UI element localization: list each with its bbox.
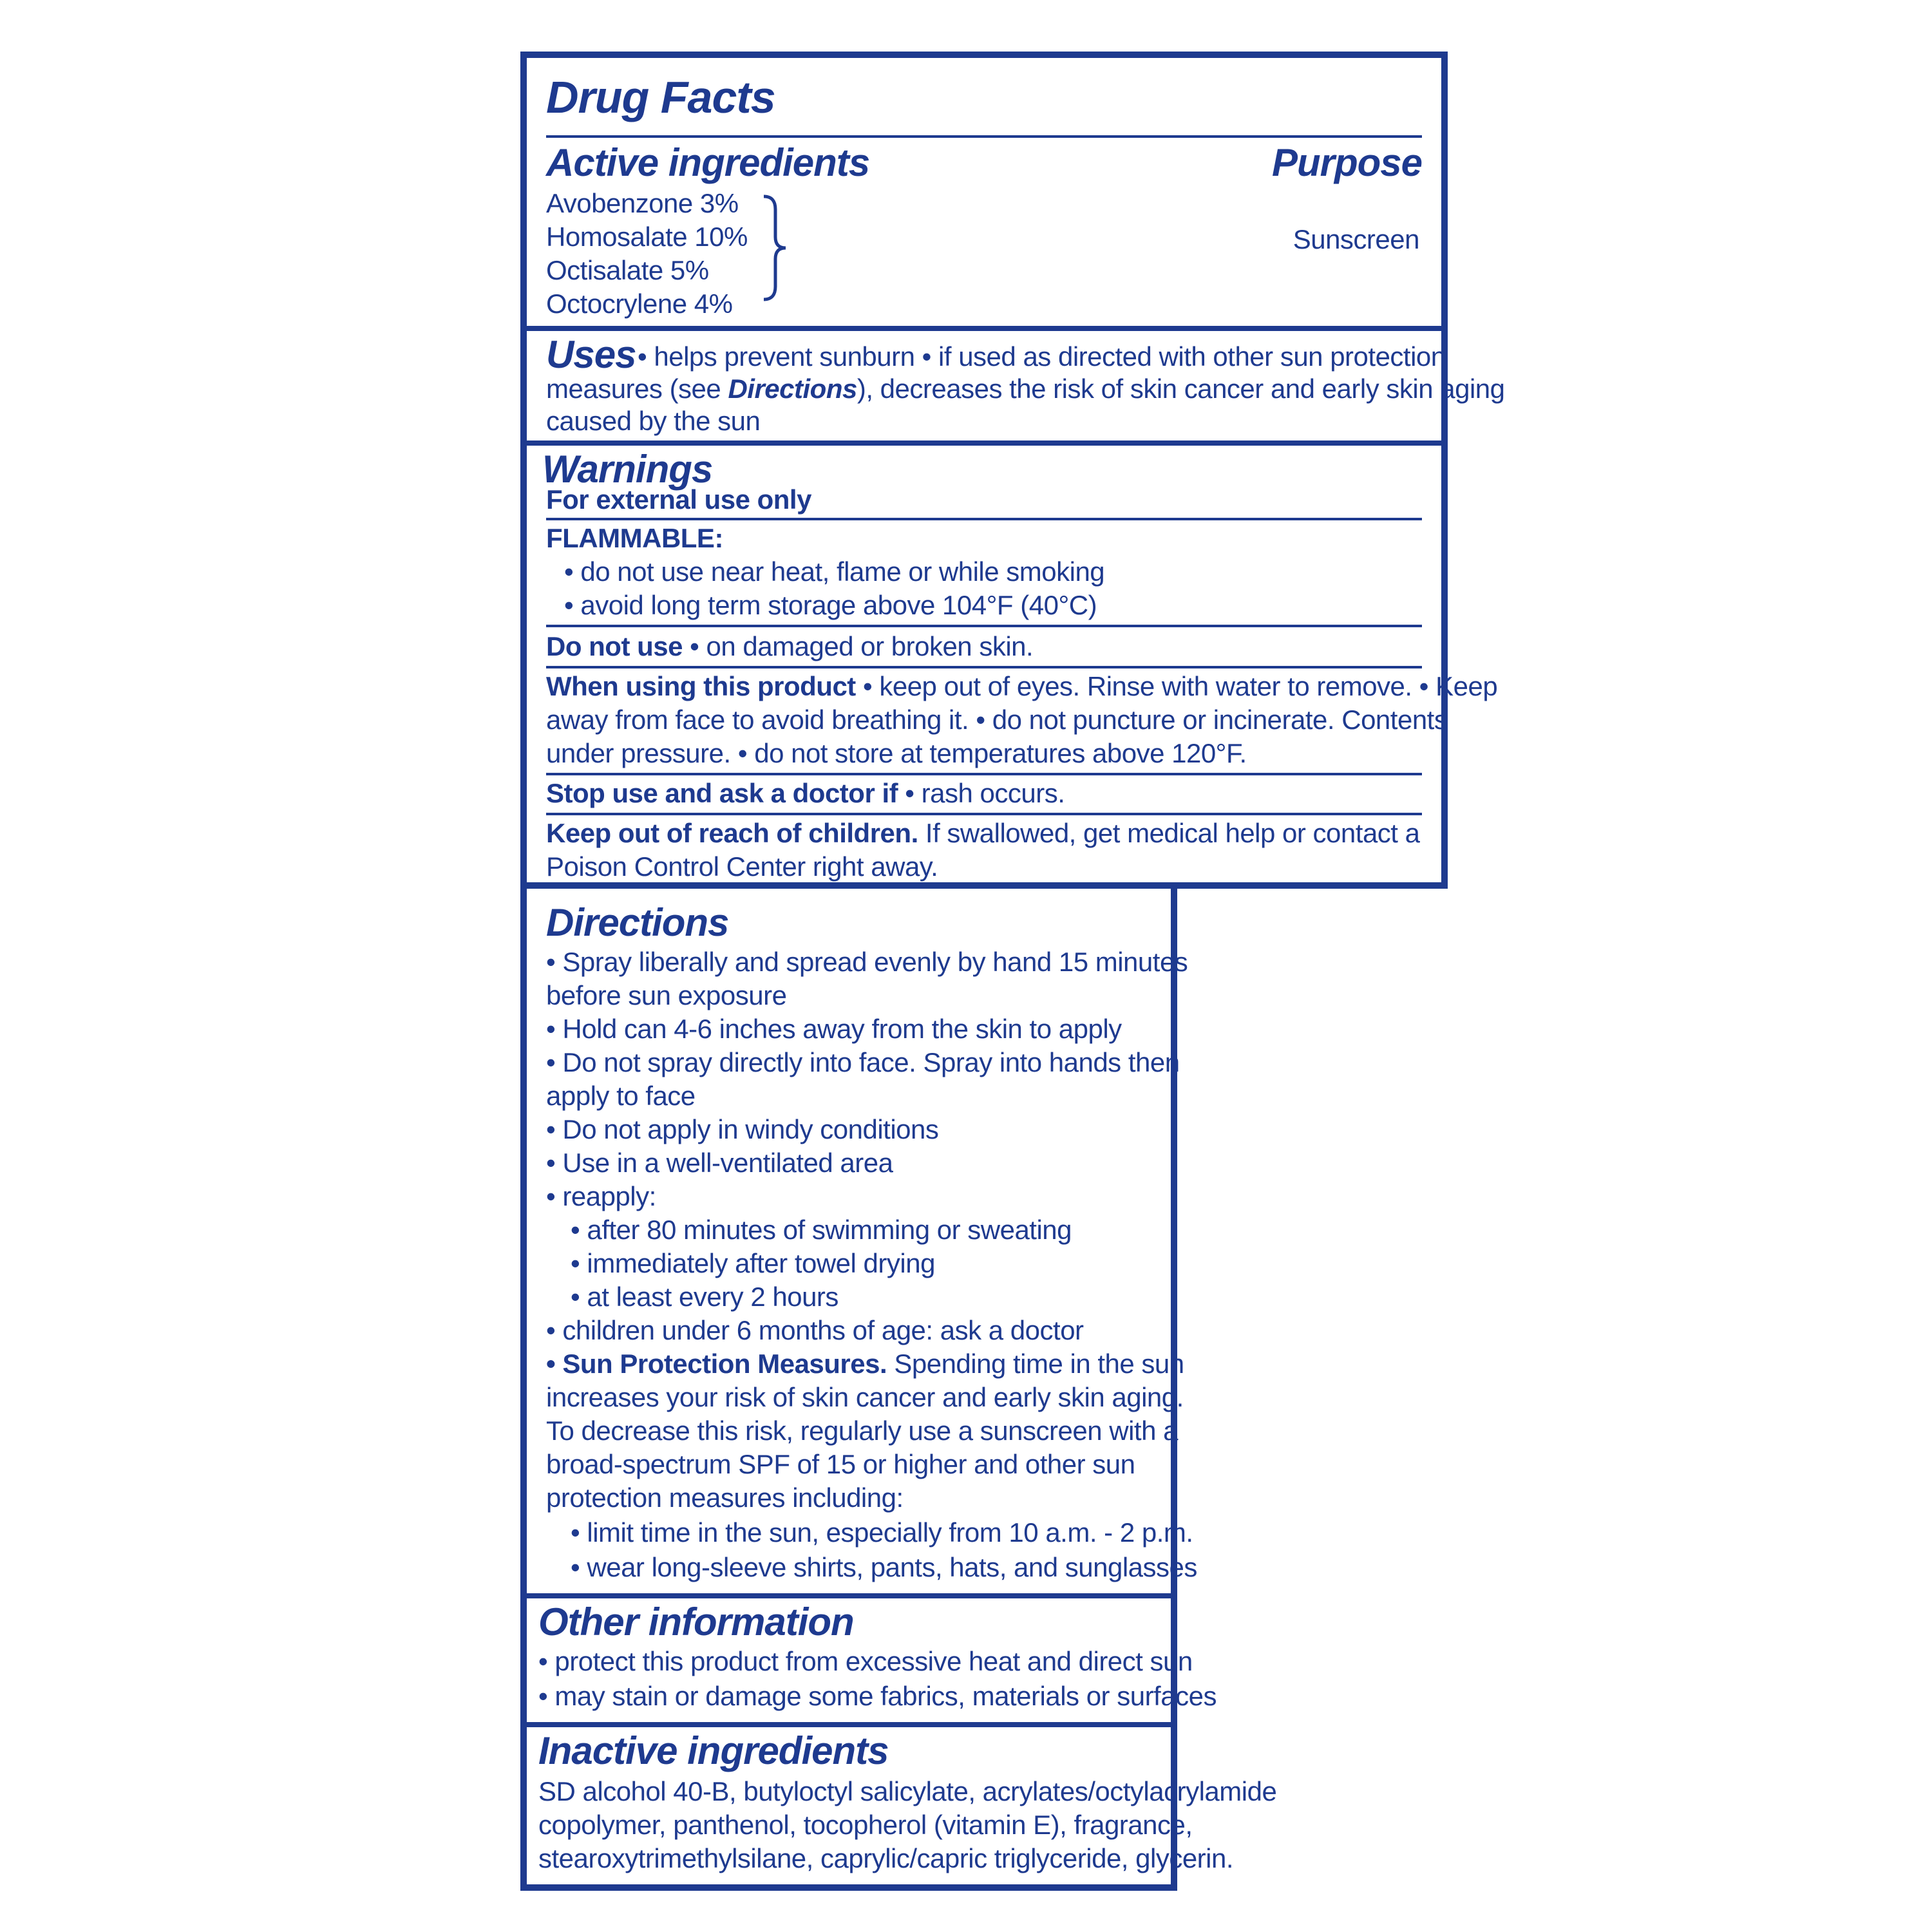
directions-line: • Do not apply in windy conditions xyxy=(546,1114,939,1144)
uses-line-2: measures (see Directions), decreases the risk of skin cancer and early skin aging xyxy=(546,374,1505,404)
inactive-ingredients-line: stearoxytrimethylsilane, caprylic/capric triglyceride, glycerin. xyxy=(538,1843,1234,1873)
when-using-line-2: away from face to avoid breathing it. • do not puncture or incinerate. Contents xyxy=(546,705,1448,735)
sun-protection-item: • limit time in the sun, especially from 10 a.m. - 2 p.m. xyxy=(571,1517,1193,1548)
sun-protection-line: To decrease this risk, regularly use a sunscreen with a xyxy=(546,1416,1178,1446)
uses-directions-ref: Directions xyxy=(728,374,857,404)
purpose-heading: Purpose xyxy=(1271,141,1422,184)
directions-line: before sun exposure xyxy=(546,980,787,1010)
inactive-ingredients-line: copolymer, panthenol, tocopherol (vitamin E), fragrance, xyxy=(538,1810,1193,1840)
directions-line: • Do not spray directly into face. Spray into hands then xyxy=(546,1047,1180,1077)
inactive-ingredients-line: SD alcohol 40-B, butyloctyl salicylate, acrylates/octylacrylamide xyxy=(538,1776,1277,1806)
other-information-heading: Other information xyxy=(538,1600,854,1643)
flammable-item: • avoid long term storage above 104°F (40°C) xyxy=(564,590,1097,620)
flammable-label: FLAMMABLE: xyxy=(546,523,723,553)
reapply-item: • immediately after towel drying xyxy=(571,1248,935,1278)
warnings-rule xyxy=(546,773,1422,775)
directions-line: apply to face xyxy=(546,1081,696,1111)
sun-protection-line: increases your risk of skin cancer and early skin aging. xyxy=(546,1382,1184,1412)
uses-heading: Uses xyxy=(546,333,636,376)
external-use-text: For external use only xyxy=(546,484,811,515)
section-divider xyxy=(527,440,1441,446)
directions-panel xyxy=(520,882,1277,1891)
brace-icon xyxy=(759,193,797,303)
directions-line: • Spray liberally and spread evenly by hand 15 minutes xyxy=(546,947,1188,977)
when-using-line-3: under pressure. • do not store at temperatures above 120°F. xyxy=(546,738,1247,768)
uses-line-3: caused by the sun xyxy=(546,406,761,436)
drug-facts-title: Drug Facts xyxy=(546,72,775,122)
directions-line: • reapply: xyxy=(546,1181,656,1211)
ingredient-octocrylene: Octocrylene 4% xyxy=(546,289,733,319)
title-rule xyxy=(546,135,1422,138)
ingredient-avobenzone: Avobenzone 3% xyxy=(546,188,739,218)
directions-line: • Hold can 4-6 inches away from the skin to apply xyxy=(546,1014,1122,1044)
active-ingredients-heading: Active ingredients xyxy=(546,141,870,184)
reapply-item: • at least every 2 hours xyxy=(571,1282,838,1312)
section-divider xyxy=(527,1722,1171,1727)
warnings-rule xyxy=(546,666,1422,668)
stop-use-line: Stop use and ask a doctor if • rash occurs. xyxy=(546,778,1065,808)
warnings-rule xyxy=(546,813,1422,815)
uses-line-1: • helps prevent sunburn • if used as directed with other sun protection xyxy=(638,341,1446,372)
warnings-heading: Warnings xyxy=(542,448,713,491)
when-using-line-1: When using this product • keep out of eyes. Rinse with water to remove. • Keep xyxy=(546,671,1498,701)
sun-protection-line: broad-spectrum SPF of 15 or higher and other sun xyxy=(546,1449,1135,1479)
other-information-item: • may stain or damage some fabrics, materials or surfaces xyxy=(538,1681,1217,1711)
keep-out-line-2: Poison Control Center right away. xyxy=(546,851,938,882)
warnings-rule xyxy=(546,518,1422,520)
directions-heading: Directions xyxy=(546,901,729,944)
keep-out-line-1: Keep out of reach of children. If swallowed, get medical help or contact a xyxy=(546,818,1420,848)
ingredient-homosalate: Homosalate 10% xyxy=(546,222,748,252)
do-not-use-line: Do not use • on damaged or broken skin. xyxy=(546,631,1034,661)
warnings-rule xyxy=(546,625,1422,627)
section-divider xyxy=(527,326,1441,331)
reapply-item: • after 80 minutes of swimming or sweating xyxy=(571,1215,1072,1245)
ingredient-octisalate: Octisalate 5% xyxy=(546,255,709,285)
directions-line: • Use in a well-ventilated area xyxy=(546,1148,893,1178)
sun-protection-line-1: • Sun Protection Measures. Spending time in the sun xyxy=(546,1349,1184,1379)
section-divider xyxy=(527,1593,1171,1598)
drug-facts-panel xyxy=(520,52,1505,889)
directions-line: • children under 6 months of age: ask a doctor xyxy=(546,1315,1084,1345)
inactive-ingredients-heading: Inactive ingredients xyxy=(538,1729,889,1772)
sun-protection-item: • wear long-sleeve shirts, pants, hats, and sunglasses xyxy=(571,1552,1197,1582)
other-information-item: • protect this product from excessive heat and direct sun xyxy=(538,1646,1193,1676)
sun-protection-line: protection measures including: xyxy=(546,1482,904,1513)
purpose-sunscreen: Sunscreen xyxy=(1293,224,1419,254)
flammable-item: • do not use near heat, flame or while smoking xyxy=(564,556,1105,587)
